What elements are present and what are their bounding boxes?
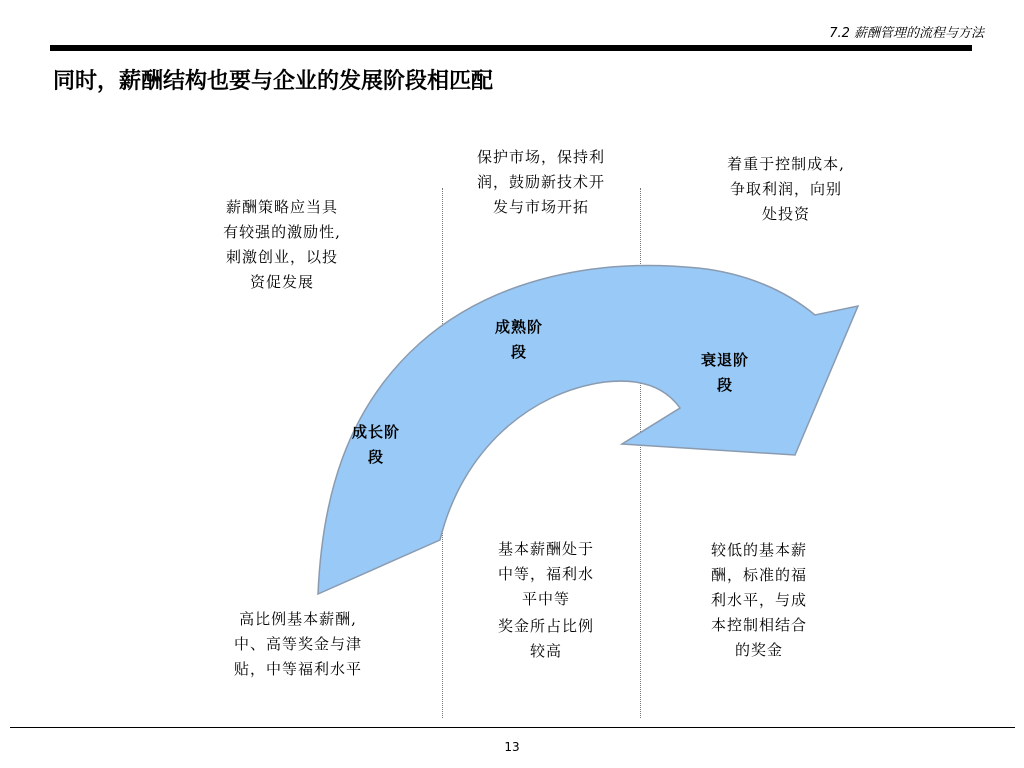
note-line: 酬，标准的福 — [710, 566, 807, 584]
slide-title: 同时，薪酬结构也要与企业的发展阶段相匹配 — [53, 69, 494, 94]
growth-pay-note — [203, 607, 393, 682]
growth-strategy-note — [202, 195, 362, 295]
note-line: 刺激创业，以投 — [225, 248, 338, 266]
footer-rule — [10, 727, 1015, 728]
stage-label-line: 段 — [367, 448, 384, 466]
stage-label-line: 成长阶 — [351, 423, 400, 441]
note-line: 较高 — [529, 642, 562, 660]
mature-pay-note — [471, 537, 621, 612]
note-line: 争取利润，向别 — [729, 180, 842, 198]
note-line: 润，鼓励新技术开 — [476, 173, 605, 191]
stage-label-line: 成熟阶 — [494, 318, 543, 336]
note-line: 处投资 — [761, 205, 810, 223]
stage-label-line: 段 — [510, 343, 527, 361]
note-line: 中、高等奖金与津 — [233, 635, 362, 653]
note-line: 中等，福利水 — [497, 565, 594, 583]
note-line: 保护市场，保持利 — [476, 148, 605, 166]
note-line: 贴，中等福利水平 — [233, 660, 362, 678]
stage-label-line: 衰退阶 — [700, 351, 749, 369]
note-line: 薪酬策略应当具 — [225, 198, 338, 216]
note-line: 利水平，与成 — [710, 591, 807, 609]
page-number: 13 — [504, 740, 520, 754]
section-label: 7.2 薪酬管理的流程与方法 — [829, 26, 984, 41]
mature-bonus-note — [471, 614, 621, 664]
note-line: 本控制相结合 — [710, 616, 807, 634]
note-line: 着重于控制成本, — [727, 155, 845, 173]
note-line: 较低的基本薪 — [710, 541, 807, 559]
note-line: 有较强的激励性, — [223, 223, 341, 241]
note-line: 基本薪酬处于 — [497, 540, 594, 558]
note-line: 的奖金 — [734, 641, 783, 659]
stage-label-decline — [687, 348, 763, 398]
note-line: 奖金所占比例 — [497, 617, 594, 635]
note-line: 发与市场开拓 — [492, 198, 589, 216]
stage-label-mature — [481, 315, 557, 365]
note-line: 资促发展 — [249, 273, 314, 291]
decline-pay-note — [690, 538, 828, 663]
note-line: 平中等 — [521, 590, 570, 608]
mature-strategy-note — [452, 145, 630, 220]
note-line: 高比例基本薪酬, — [239, 610, 357, 628]
stage-label-growth — [338, 420, 414, 470]
stage-label-line: 段 — [716, 376, 733, 394]
decline-strategy-note — [700, 152, 872, 227]
